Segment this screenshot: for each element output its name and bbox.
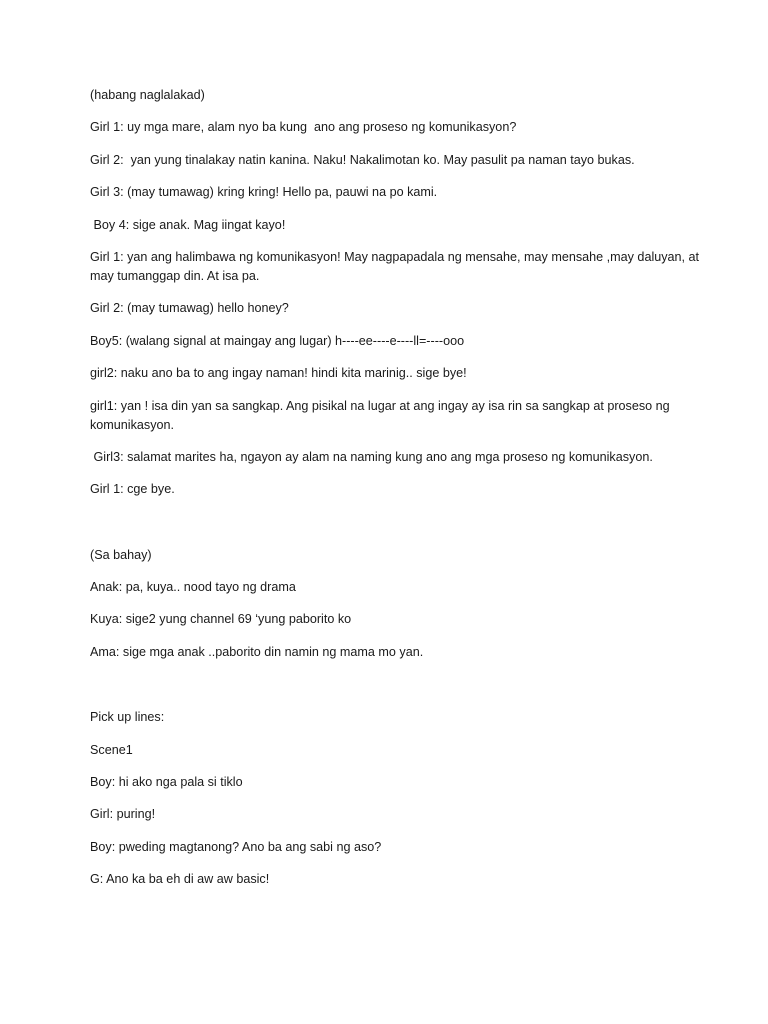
dialogue-line: Girl 1: yan ang halimbawa ng komunikasyon! May nagpapadala ng mensahe, may mensahe ,may daluyan, at may tumanggap din. At isa pa. <box>90 249 703 283</box>
dialogue-line: Girl3: salamat marites ha, ngayon ay alam na naming kung ano ang mga proseso ng komunikasyon. <box>90 449 653 464</box>
dialogue-line: Kuya: sige2 yung channel 69 ‘yung paborito ko <box>90 612 352 627</box>
dialogue-line: Anak: pa, kuya.. nood tayo ng drama <box>90 580 296 595</box>
dialogue-line: G: Ano ka ba eh di aw aw basic! <box>90 872 270 887</box>
blank-gap <box>90 513 710 546</box>
section-heading: Pick up lines: <box>90 710 165 725</box>
scene-heading: (habang naglalakad) <box>90 88 205 102</box>
dialogue-line: girl2: naku ano ba to ang ingay naman! hindi kita marinig.. sige bye! <box>90 366 467 381</box>
dialogue-line: Boy: hi ako nga pala si tiklo <box>90 775 243 790</box>
dialogue-line: Girl 2: yan yung tinalakay natin kanina. Naku! Nakalimotan ko. May pasulit pa naman tayo bukas. <box>90 152 635 167</box>
dialogue-line: Ama: sige mga anak ..paborito din namin ng mama mo yan. <box>90 644 424 659</box>
dialogue-line: Girl 1: uy mga mare, alam nyo ba kung ano ang proseso ng komunikasyon? <box>90 120 517 135</box>
dialogue-line: Boy: pweding magtanong? Ano ba ang sabi ng aso? <box>90 839 382 854</box>
document-page <box>90 86 710 903</box>
dialogue-line: Boy5: (walang signal at maingay ang lugar) h----ee----e----ll=----ooo <box>90 333 465 348</box>
dialogue-line: Boy 4: sige anak. Mag iingat kayo! <box>90 217 286 232</box>
dialogue-line: Girl 1: cge bye. <box>90 482 175 497</box>
scene-heading: (Sa bahay) <box>90 547 152 562</box>
dialogue-line: Girl 2: (may tumawag) hello honey? <box>90 301 289 316</box>
dialogue-line: girl1: yan ! isa din yan sa sangkap. Ang pisikal na lugar at ang ingay ay isa rin sa sangkap at proseso ng komunikasyon. <box>90 398 674 432</box>
dialogue-line: Girl 3: (may tumawag) kring kring! Hello pa, pauwi na po kami. <box>90 185 438 200</box>
blank-gap <box>90 675 710 708</box>
dialogue-line: Girl: puring! <box>90 807 156 822</box>
dialogue-line: Scene1 <box>90 742 133 757</box>
